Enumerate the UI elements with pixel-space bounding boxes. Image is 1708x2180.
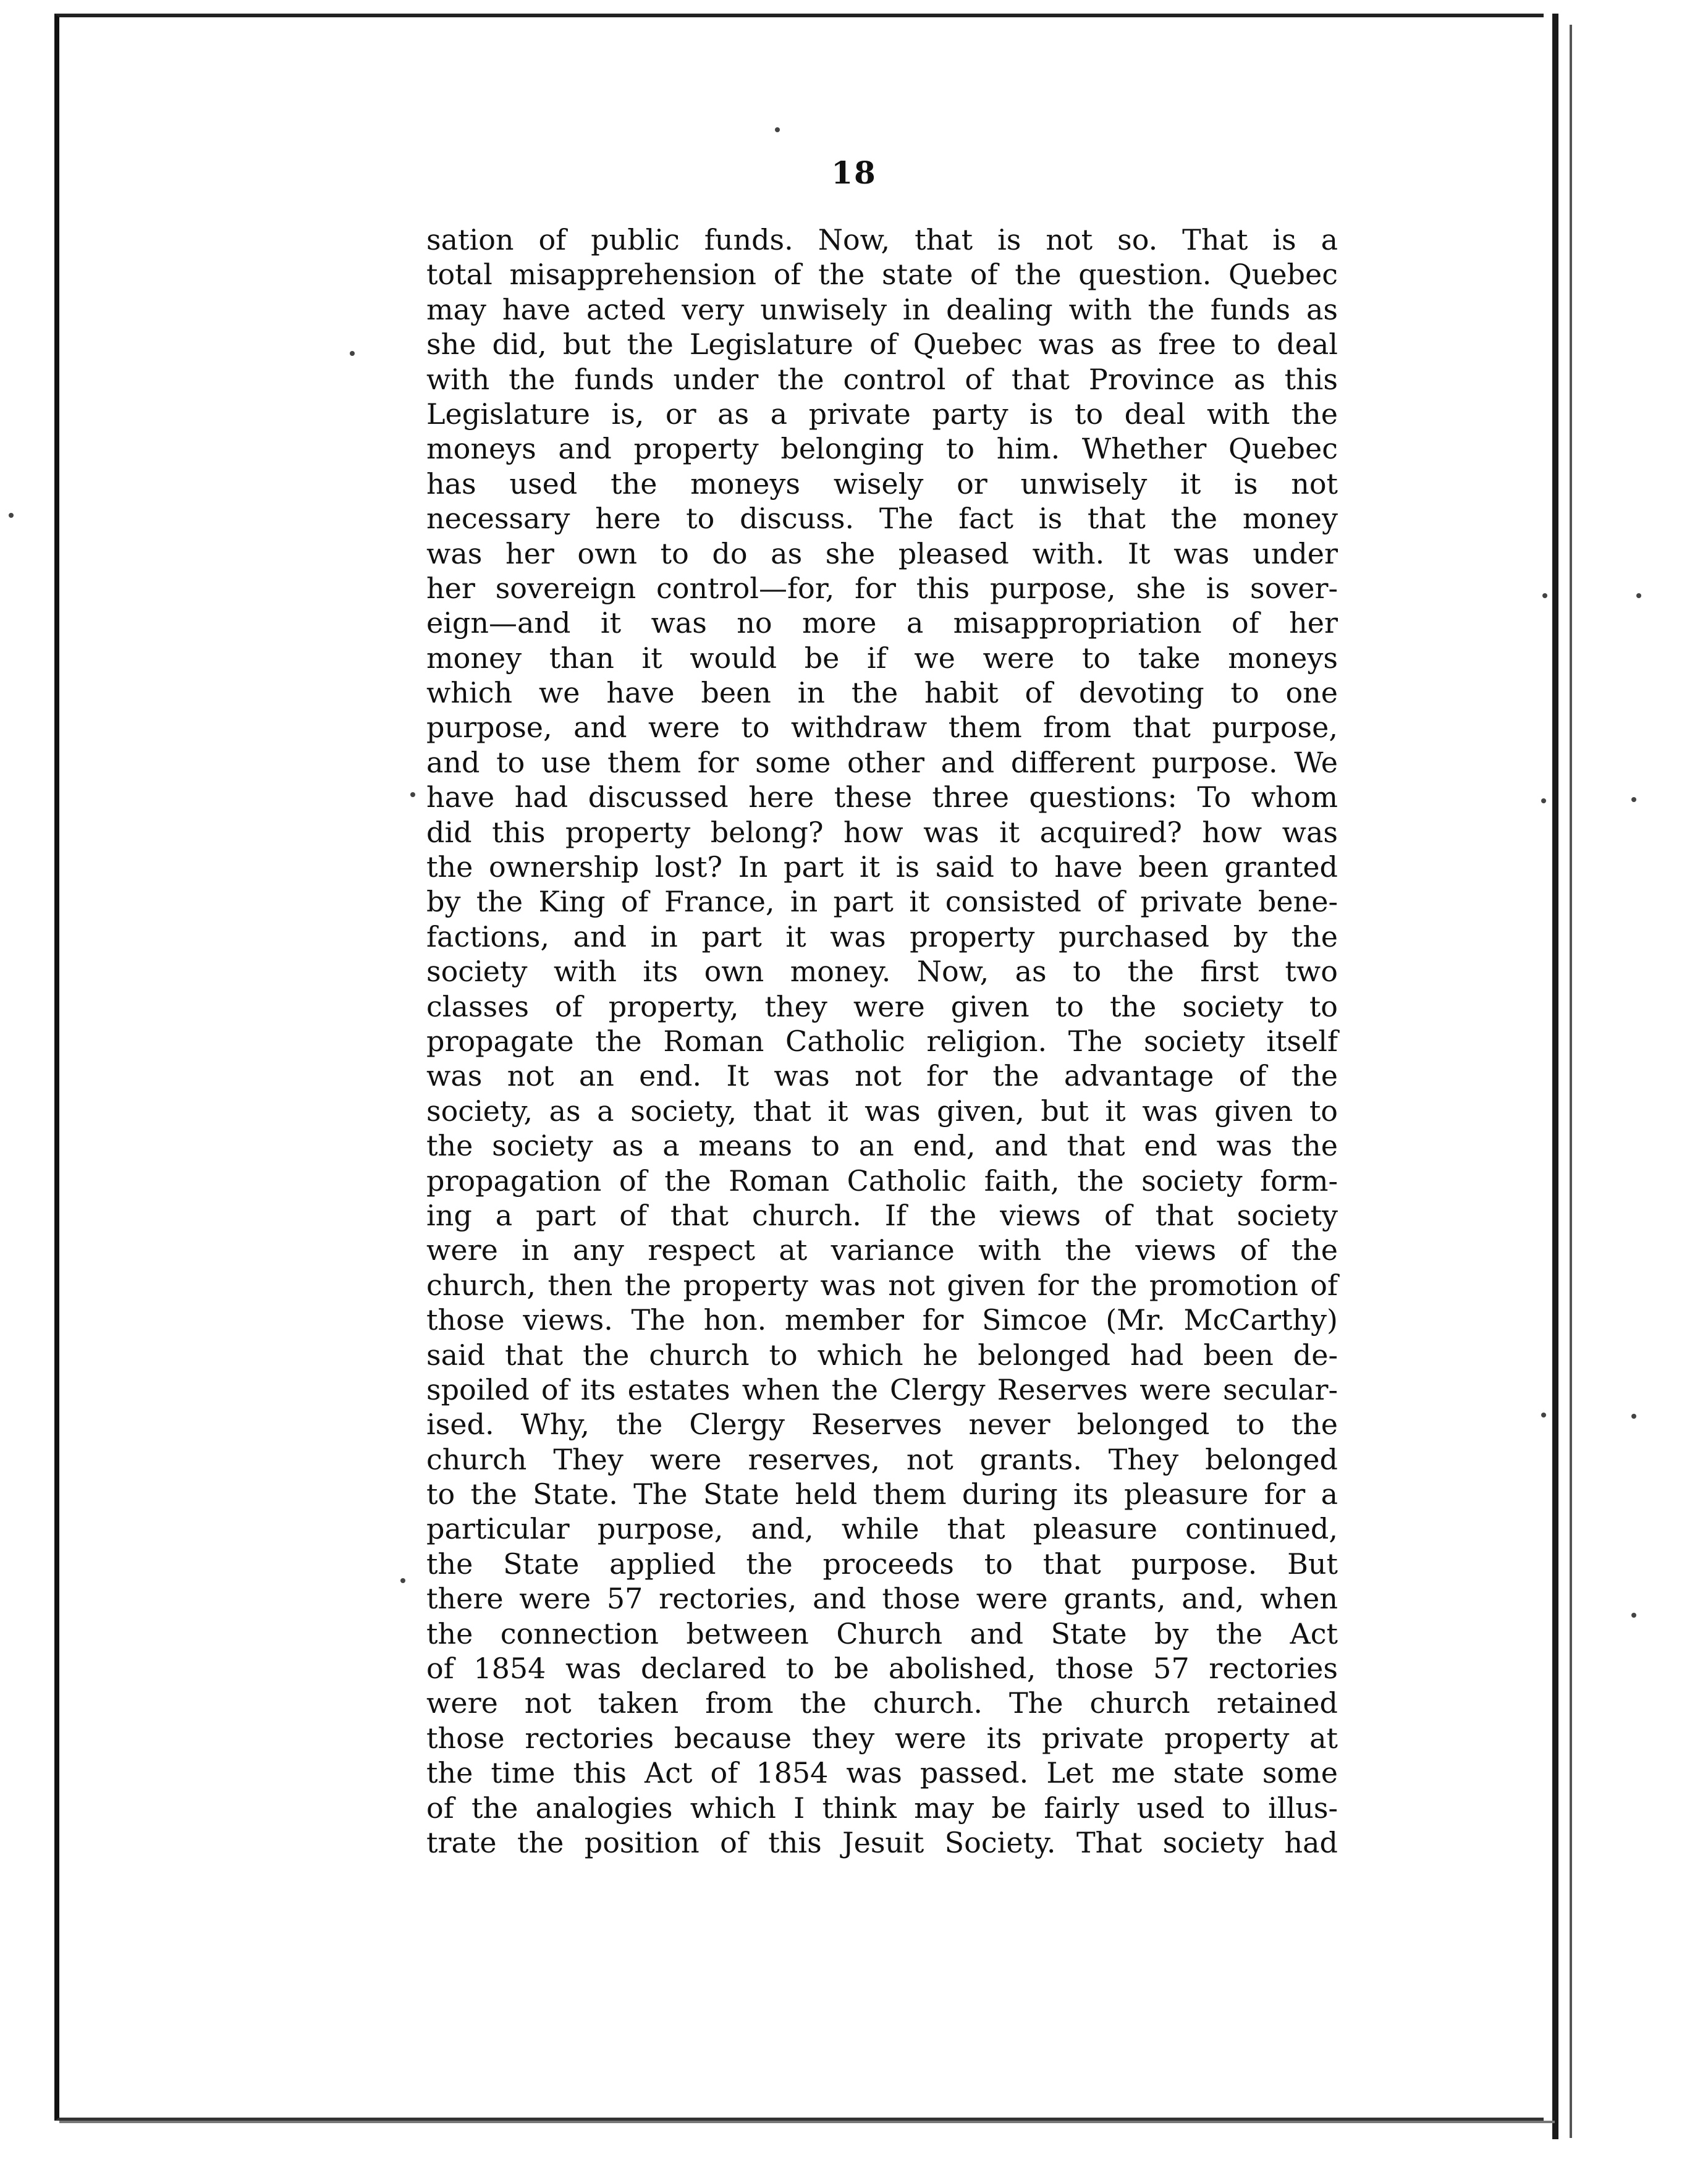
text-line: particular purpose, and, while that pleasure continued,: [426, 1512, 1338, 1546]
text-line: those rectories because they were its private property at: [426, 1721, 1338, 1755]
text-line: were in any respect at variance with the views of the: [426, 1233, 1338, 1267]
page-binding-edge: [1552, 14, 1558, 2139]
text-line: spoiled of its estates when the Clergy Reserves were secular-: [426, 1372, 1338, 1406]
text-line: of 1854 was declared to be abolished, those 57 rectories: [426, 1652, 1338, 1686]
text-line: the ownership lost? In part it is said to have been granted: [426, 850, 1338, 884]
text-line: Legislature is, or as a private party is to deal with the: [426, 397, 1338, 431]
text-line: total misapprehension of the state of the question. Quebec: [426, 258, 1338, 292]
text-line: have had discussed here these three questions: To whom: [426, 780, 1338, 814]
scan-speck: [1631, 1414, 1636, 1419]
text-line: propagation of the Roman Catholic faith, the society form-: [426, 1164, 1338, 1198]
scan-speck: [1631, 1613, 1636, 1618]
page-edge-shadow: [1570, 25, 1572, 2138]
text-line: money than it would be if we were to take moneys: [426, 641, 1338, 675]
text-line: by the King of France, in part it consisted of private bene-: [426, 885, 1338, 919]
text-line: church, then the property was not given for the promotion of: [426, 1268, 1338, 1302]
page-bottom-edge: [59, 2121, 1555, 2123]
text-line: ised. Why, the Clergy Reserves never belonged to the: [426, 1408, 1338, 1442]
text-line: her sovereign control—for, for this purpose, she is sover-: [426, 571, 1338, 605]
scan-speck: [9, 513, 14, 518]
text-line: she did, but the Legislature of Quebec was as free to deal: [426, 327, 1338, 361]
text-line: purpose, and were to withdraw them from that purpose,: [426, 711, 1338, 745]
text-line: those views. The hon. member for Simcoe (Mr. McCarthy): [426, 1303, 1338, 1337]
text-line: propagate the Roman Catholic religion. The society itself: [426, 1024, 1338, 1058]
text-line: was not an end. It was not for the advantage of the: [426, 1059, 1338, 1093]
text-line: of the analogies which I think may be fairly used to illus-: [426, 1791, 1338, 1825]
text-line: sation of public funds. Now, that is not so. That is a: [426, 223, 1338, 256]
text-line: to the State. The State held them during its pleasure for a: [426, 1477, 1338, 1511]
text-line: eign—and it was no more a misappropriation of her: [426, 606, 1338, 640]
text-line: trate the position of this Jesuit Society. That society had: [426, 1825, 1338, 1859]
text-line: ing a part of that church. If the views of that society: [426, 1198, 1338, 1232]
text-line: with the funds under the control of that Province as this: [426, 362, 1338, 396]
scan-speck: [1542, 593, 1547, 598]
text-line: society, as a society, that it was given, but it was given to: [426, 1094, 1338, 1128]
text-line: church They were reserves, not grants. They belonged: [426, 1442, 1338, 1476]
text-line: the society as a means to an end, and that end was the: [426, 1129, 1338, 1163]
text-line: necessary here to discuss. The fact is that the money: [426, 502, 1338, 536]
text-line: said that the church to which he belonged had been de-: [426, 1338, 1338, 1372]
text-line: classes of property, they were given to the society to: [426, 989, 1338, 1023]
text-line: and to use them for some other and different purpose. We: [426, 745, 1338, 779]
text-line: the State applied the proceeds to that purpose. But: [426, 1547, 1338, 1581]
text-line: the time this Act of 1854 was passed. Let me state some: [426, 1756, 1338, 1790]
text-line: society with its own money. Now, as to the first two: [426, 955, 1338, 989]
scan-speck: [350, 351, 355, 356]
scan-speck: [775, 127, 780, 132]
page-number: 18: [831, 154, 877, 191]
scan-speck: [1636, 593, 1641, 598]
text-line: there were 57 rectories, and those were grants, and, when: [426, 1582, 1338, 1616]
scan-speck: [400, 1578, 405, 1583]
text-line: has used the moneys wisely or unwisely it is not: [426, 467, 1338, 501]
text-line: did this property belong? how was it acquired? how was: [426, 815, 1338, 849]
body-text: [426, 222, 1338, 1860]
scan-speck: [410, 792, 415, 797]
scan-speck: [1541, 798, 1546, 803]
text-line: was her own to do as she pleased with. It was under: [426, 536, 1338, 570]
scan-speck: [1631, 797, 1636, 802]
text-line: the connection between Church and State by the Act: [426, 1616, 1338, 1650]
text-line: moneys and property belonging to him. Whether Quebec: [426, 432, 1338, 466]
text-line: which we have been in the habit of devoting to one: [426, 676, 1338, 710]
text-line: may have acted very unwisely in dealing with the funds as: [426, 292, 1338, 326]
text-line: were not taken from the church. The church retained: [426, 1686, 1338, 1720]
text-line: factions, and in part it was property purchased by the: [426, 919, 1338, 953]
scan-speck: [1541, 1413, 1546, 1417]
